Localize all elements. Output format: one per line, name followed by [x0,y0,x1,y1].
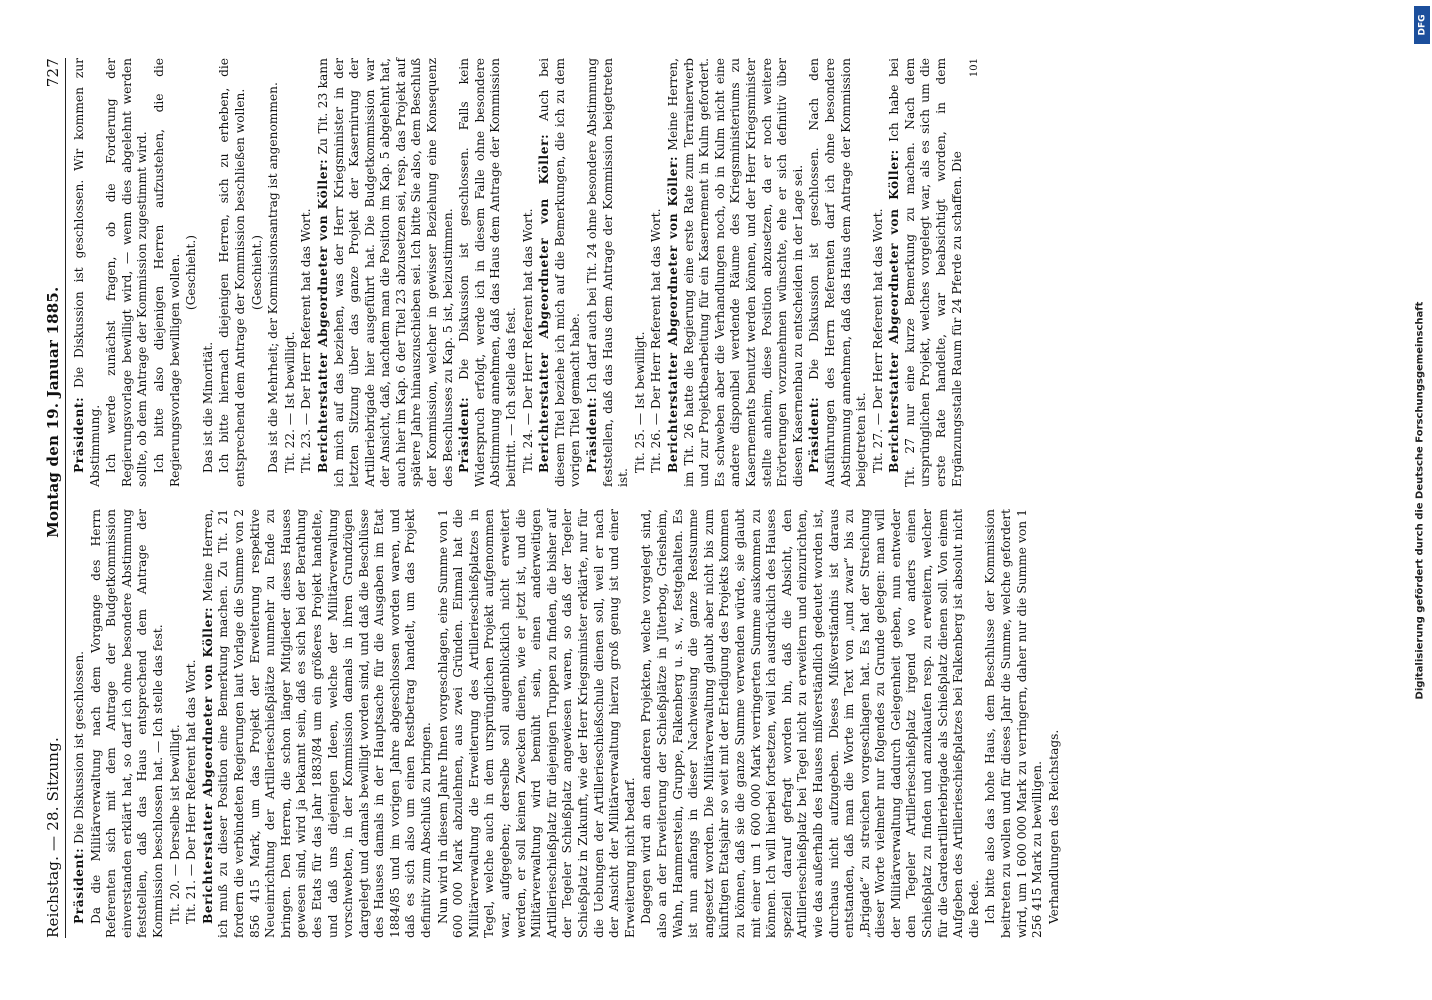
header-date: Montag den 19. Januar 1885. [44,286,62,538]
digitization-credit-text: Digitalisierung gefördert durch die Deutsche Forschungsgemeinschaft [1414,301,1426,699]
dfg-label: DFG [1417,14,1428,36]
paragraph [633,58,649,487]
paragraph-text: Tit. 24. — Der Herr Referent hat das Wort. [520,208,535,473]
speaker-label: Präsident: [72,396,86,473]
paragraph-text: Tit. 21. — Der Herr Referent hat das Wort. [184,659,199,924]
paragraph-text: (Geschieht.) [249,234,264,311]
paragraph [72,58,103,487]
paragraph-text: Da die Militärverwaltung nach dem Vorgange des Herrn Referenten sich mit dem Antrage der Budgetkommission einverstanden erklärt hat, so darf ich ohne besondere Abstimmung feststellen, daß das Haus entsprechend dem Antrage der Kommission beschlossen hat. — Ich stelle das fest. [88,509,165,938]
paragraph-text: Tit. 22. — Ist bewilligt. [282,331,297,473]
paragraph [72,509,88,938]
speaker-label: Präsident: [457,396,472,473]
paragraph [887,58,965,487]
paragraph-text: Ich bitte also diejenigen Herren aufzustehen, die die Regierungsvorlage bewilligen wollen. [151,58,182,487]
paragraph-text: Tit. 27. — Der Herr Referent hat das Wort. [870,208,885,473]
page-header [44,58,66,938]
paragraph [299,58,315,487]
paragraph-text: Das ist die Mehrheit; der Kommissionsantrag ist angenommen. [266,82,281,473]
paragraph-text: Die Diskussion ist geschlossen. Falls kein Widerspruch erfolgt, werde ich in diesem Falle ohne besondere Abstimmung annehmen, daß das Haus dem Antrage der Kommission beitritt. — Ich stelle das fest. [457,57,519,487]
paragraph [457,58,519,487]
header-left: Reichstag. — 28. Sitzung. [44,737,62,938]
speaker-label: Berichterstatter Abgeordneter von Köller: [315,158,330,473]
paragraph [266,58,282,487]
paragraph-text: Dagegen wird an den anderen Projekten, welche vorgelegt sind, also an der Erweiterung der Schießplätze in Jüterbog, Griesheim, Wahn, Hammerstein, Gruppe, Falkenberg u. s. w., festgehalten. Es ist nun anfangs in dieser Nachweisung die ganze Restsumme angesetzt worden. Die Militärverwaltung glaubt aber nicht bis zum künftigen Etatsjahr so weit mit der Erledigung des Projekts kommen zu können, daß sie die ganze Summe verwenden würde, sie glaubt mit einer um 1 600 000 Mark verringerten Summe auskommen zu können. Ich will hierbei fortsetzen, weil ich ausdrücklich des Hauses speziell darauf gefragt worden bin, daß die Absicht, den Artillerieschießplatz bei Tegel nicht zu erweitern und einzurichten, wie das außerhalb des Hauses mißverständlich gedeutet worden ist, durchaus nicht aufzugeben. Dieses Mißverständnis ist daraus entstanden, daß man die Worte im Text von „und zwar“ bis zu „Brigade“ zu streichen vorgeschlagen hat. Es hat der Streichung dieser Worte vielmehr nur folgendes zu Grunde gelegen: man will der Militärverwaltung dadurch Gelegenheit geben, nun entweder den Tegeler Artillerieschießplatz irgend wo anders einen Schießplatz zu finden und anzukaufen resp. zu erweitern, welcher für die Gardeartilleriebrigade als Schießplatz dienen soll. Von einem Aufgeben des Artillerieschießplatzes bei Falkenberg ist absolut nicht die Rede. [639,509,981,938]
paragraph-text: Ich werde zunächst fragen, ob die Forderung der Regierungsvorlage bewilligt wird, — wenn dies abgelehnt werden sollte, ob dem Antrage der Kommission zugestimmt wird. [104,58,150,487]
paragraph-text: Ich habe bei Tit. 27 nur eine kurze Bemerkung zu machen. Nach dem ursprünglichen Projekt, welches vorgelegt war, als es sich um die erste Rate handelte, war beabsichtigt worden, in dem Ergänzungsstalle Raum für 24 Pferde zu schaffen. Die [887,57,964,487]
text-columns [72,58,1063,938]
paragraph-text: 101 [969,58,981,78]
column-right [72,58,1063,487]
paragraph [537,58,584,487]
paragraph [89,509,167,938]
paragraph-text: Die Diskussion ist geschlossen. [72,650,86,844]
paragraph [1047,509,1063,938]
column-left [72,509,1063,938]
paragraph-text: Zu Tit. 23 kann ich mich auf das beziehen, was der Herr Kriegsminister in der letzten Sitzung über das ganze Projekt der Kasernirung der Artilleriebrigade hier ausgeführt hat. Die Budgetkommission war der Ansicht, daß, nachdem man die Position im Kap. 5 abgelehnt hat, auch hier im Kap. 6 der Titel 23 abzusetzen sei, resp. das Projekt auf spätere Jahre hinauszuschieben sei. Ich bitte Sie also, dem Beschluß der Kommission, welcher in gewisser Beziehung eine Konsequenz des Beschlusses zu Kap. 5 ist, beizustimmen. [315,58,455,487]
paragraph [217,58,248,487]
paragraph [666,58,806,487]
speaker-label: Präsident: [807,396,822,473]
paragraph [201,58,217,487]
digitization-credit [1412,0,1428,1000]
paragraph-text: Die Diskussion ist geschlossen. Wir kommen zur Abstimmung. [72,58,102,487]
paragraph [521,58,537,487]
speaker-label: Berichterstatter Abgeordneter von Köller: [200,606,215,924]
paragraph [168,509,184,938]
speaker-label: Präsident: [585,396,599,473]
paragraph [649,58,665,487]
paragraph [639,509,982,938]
paragraph [250,58,266,487]
paragraph [871,58,887,487]
speaker-label: Berichterstatter Abgeordneter von Köller: [665,155,680,473]
paragraph-text: Ich bitte hiernach diejenigen Herren, sich zu erheben, die entsprechend dem Antrage der Kommission beschließen wollen. [217,58,247,487]
paragraph [283,58,299,487]
paragraph-text: Verhandlungen des Reichstags. [1046,729,1061,924]
paragraph [585,58,632,487]
paragraph-text: Auch bei diesem Titel beziehe ich mich auf die Bemerkungen, die ich zu dem vorigen Titel gemacht habe. [537,58,583,487]
paragraph-text: Die Diskussion ist geschlossen. Nach den Ausführungen des Herrn Referenten darf ich ohne besondere Abstimmung annehmen, daß das Haus dem Antrage der Kommission beigetreten ist. [807,58,869,487]
paragraph [104,58,151,487]
paragraph-text: Meine Herren, im Tit. 26 hatte die Regierung eine erste Rate zum Terrainerwerb und zur Projektbearbeitung für ein Kasernement in Kulm gefordert. Es schweben aber die Verhandlungen noch, ob in Kulm nicht eine andere disponibel werdende Räume des Kriegsministeriums zu Kasernements benutzt werden können, und der Herr Kriegsminister stellte anheim, diese Position abzusetzen, da er noch weitere Erörterungen vorzunehmen wünschte, ehe er sich definitiv über diesen Kasernenbau zu entscheiden in der Lage sei. [665,57,805,487]
paragraph [316,58,456,487]
paragraph-text: Tit. 20. — Derselbe ist bewilligt. [167,724,182,924]
page-number: 727 [44,58,62,88]
signature-mark [967,58,983,487]
paragraph [807,58,869,487]
paragraph [184,509,200,938]
paragraph-text: Das ist die Minorität. [200,341,215,473]
paragraph-text: Ich bitte also das hohe Haus, dem Beschlusse der Kommission beitreten zu wollen und für dieses Jahr die Summe, welche gefordert wird, um 1 600 000 Mark zu verringern, daher nur die Summe von 1 256 415 Mark zu bewilligen. [983,509,1045,938]
paragraph [436,509,639,938]
paragraph [201,509,435,938]
speaker-label: Präsident: [72,847,86,924]
paragraph [184,58,200,487]
paragraph-text: Tit. 23. — Der Herr Referent hat das Wort. [299,208,314,473]
paragraph-text: Ich darf auch bei Tit. 24 ohne besondere Abstimmung feststellen, daß das Haus dem Antrage der Kommission beigetreten ist. [585,57,631,487]
paragraph-text: Nun wird in diesem Jahre Ihnen vorgeschlagen, eine Summe von 1 600 000 Mark abzulehnen, aus zwei Gründen. Einmal hat die Militärverwaltung die Erweiterung des Artillerieschießplatzes in Tegel, welche auch in dem ursprünglichen Projekt aufgenommen war, aufgegeben; derselbe soll augenblicklich nicht erweitert werden, er soll keinen Zwecken dienen, wie er jetzt ist, und die Militärverwaltung wird bemüht sein, einen anderweitigen Artillerieschießplatz für diejenigen Truppen zu finden, die bisher auf der Tegeler Schießplatz angewiesen waren, so daß der Tegeler Schießplatz in Zukunft, wie der Herr Kriegsminister erklärte, nur für die Uebungen der Artillerieschießschule dienen soll, weil er nach der Ansicht der Militärverwaltung hierzu groß genug ist und einer Erweiterung nicht bedarf. [435,509,637,938]
speaker-label: Berichterstatter Abgeordneter von Köller: [537,133,552,473]
paragraph-text: Tit. 26. — Der Herr Referent hat das Wort. [649,208,664,473]
paragraph-text: (Geschieht.) [184,234,199,311]
speaker-label: Berichterstatter Abgeordneter von Köller: [887,149,902,473]
paragraph-text: Tit. 25. — Ist bewilligt. [632,331,647,473]
paragraph [152,58,183,487]
paragraph [983,509,1045,938]
paragraph-text: Meine Herren, ich muß zu dieser Position eine Bemerkung machen. Zu Tit. 21 fordern die verbündeten Regierungen laut Vorlage die Summe von 2 856 415 Mark, um das Projekt der Erweiterung respektive Neueinrichtung der Artillerieschießplätze nunmehr zu Ende zu bringen. Den Herren, die schon länger Mitglieder dieses Hauses gewesen sind, wird ja bekannt sein, daß es sich bei der Berathung des Etats für das Jahr 1883/84 um ein größeres Projekt handelte, und daß uns diejenigen Ideen, welche der Militärverwaltung vorschwebten, in der Kommission damals in ihren Grundzügen dargelegt und damals bewilligt worden sind, und daß die Beschlüsse des Hauses damals in der Hauptsache für die Ausgaben im Etat 1884/85 und im vorigen Jahre abgeschlossen worden waren, und daß es sich also um einen Restbetrag handelt, um das Projekt definitiv zum Abschluß zu bringen. [200,508,434,938]
